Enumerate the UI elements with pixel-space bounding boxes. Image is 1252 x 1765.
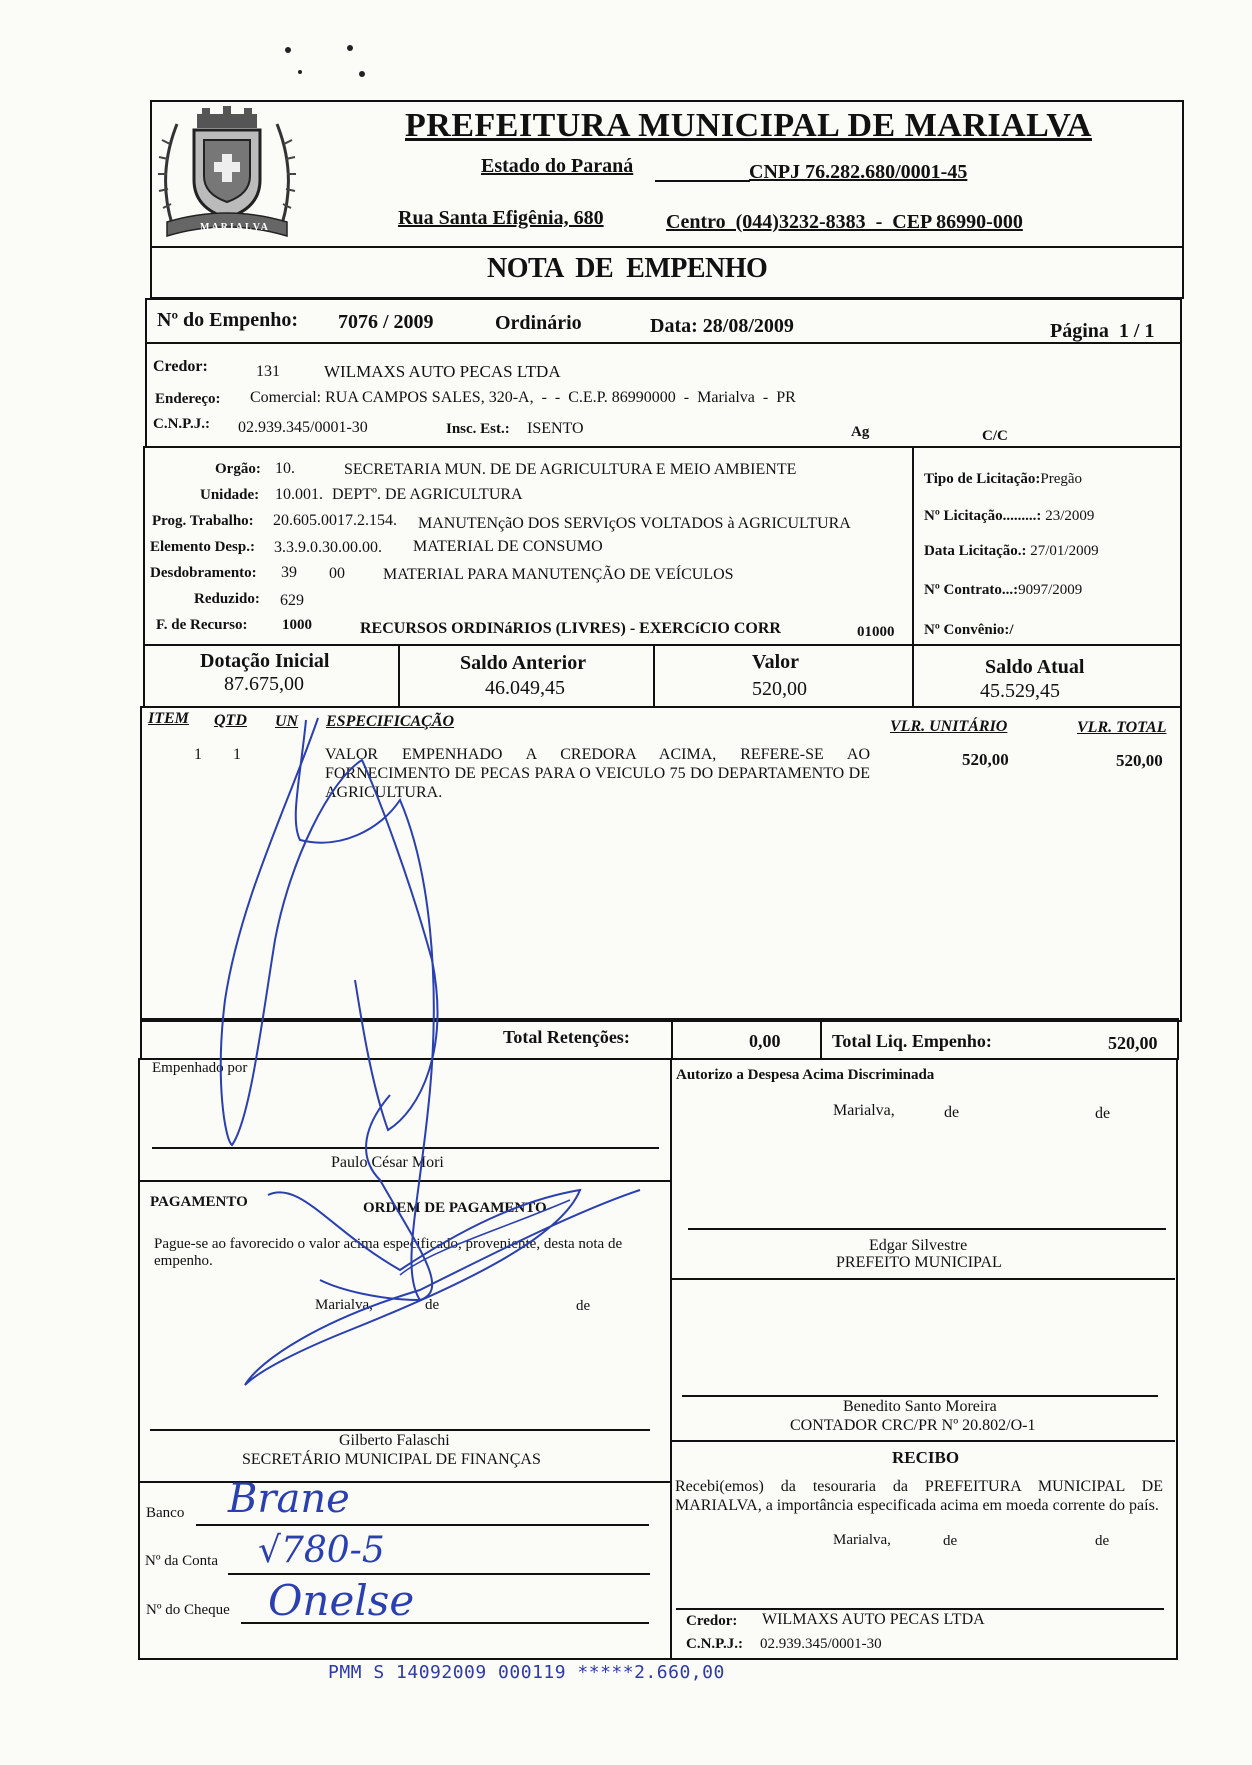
elemento-code: 3.3.9.0.30.00.00.	[274, 539, 382, 556]
item-unit-value: 520,00	[962, 750, 1009, 769]
handwritten-banco: Brane	[228, 1476, 350, 1522]
retencoes-div1	[671, 1018, 673, 1058]
secretario-name: Gilberto Falaschi	[339, 1432, 450, 1449]
state-underline-extend	[655, 180, 750, 182]
valor-label: Valor	[752, 651, 800, 673]
prog-trabalho-label: Prog. Trabalho:	[152, 513, 254, 529]
handwritten-conta: √780-5	[258, 1530, 385, 1571]
saldo-anterior-value: 46.049,45	[485, 677, 565, 699]
district-phone-cep: Centro (044)3232-8383 - CEP 86990-000	[666, 211, 1023, 233]
empenho-date: Data: 28/08/2009	[650, 315, 794, 337]
address-label: Endereço:	[155, 391, 221, 407]
empenhado-por-label: Empenhado por	[152, 1060, 248, 1076]
unidade-label: Unidade:	[200, 487, 260, 503]
totals-div2	[653, 644, 655, 706]
recibo-hline	[671, 1440, 1175, 1442]
desdobramento-label: Desdobramento:	[150, 565, 257, 581]
col-vlr-unitario: VLR. UNITÁRIO	[890, 718, 1008, 735]
autorizo-de1: de	[944, 1104, 960, 1121]
saldo-atual-label: Saldo Atual	[985, 656, 1085, 678]
orgao-desc: SECRETARIA MUN. DE DE AGRICULTURA E MEIO AMBIENTE	[344, 461, 797, 478]
desdobramento-code2: 00	[329, 565, 345, 582]
crest-ribbon-text: MARIALVA	[200, 222, 270, 233]
valor-value: 520,00	[752, 678, 807, 700]
secretario-sig-line	[150, 1429, 650, 1431]
pagamento-de2: de	[576, 1298, 591, 1314]
recurso-label: F. de Recurso:	[156, 617, 248, 633]
total-retencoes-label: Total Retenções:	[503, 1027, 630, 1047]
licitacao-number-label: Nº Licitação.........:	[924, 508, 1042, 524]
empenhado-name: Paulo César Mori	[331, 1154, 444, 1171]
prefeito-role: PREFEITO MUNICIPAL	[836, 1254, 1002, 1271]
banco-line	[196, 1524, 649, 1526]
street-address: Rua Santa Efigênia, 680	[398, 207, 604, 229]
recibo-cnpj-value: 02.939.345/0001-30	[760, 1636, 882, 1652]
credor-name: WILMAXS AUTO PECAS LTDA	[324, 362, 561, 381]
licitacao-number-value: 23/2009	[1045, 508, 1095, 524]
address-value: Comercial: RUA CAMPOS SALES, 320-A, - - C.E.P. 86990000 - Marialva - PR	[250, 389, 796, 406]
budget-vdivider	[912, 446, 914, 644]
empenho-number: 7076 / 2009	[338, 311, 434, 333]
recibo-marialva: Marialva,	[833, 1532, 891, 1548]
signature-vdivider	[670, 1058, 672, 1658]
prefeito-name: Edgar Silvestre	[869, 1237, 968, 1254]
pagamento-title: PAGAMENTO	[150, 1194, 248, 1210]
account-label: C/C	[982, 428, 1008, 444]
contador-hline	[671, 1278, 1175, 1280]
licitacao-date-value: 27/01/2009	[1030, 543, 1099, 559]
handwritten-cheque: Onelse	[268, 1576, 415, 1625]
banco-label: Banco	[146, 1505, 185, 1521]
col-un: UN	[275, 713, 299, 730]
item-total-value: 520,00	[1116, 751, 1163, 770]
contrato-label: Nº Contrato...:	[924, 582, 1019, 598]
conta-label: Nº da Conta	[145, 1553, 218, 1569]
empenho-number-label: Nº do Empenho:	[157, 309, 299, 331]
dotacao-inicial-value: 87.675,00	[224, 673, 304, 695]
tipo-licitacao-value: Pregão	[1040, 471, 1083, 487]
item-number: 1	[194, 746, 202, 763]
header-divider	[150, 246, 1182, 248]
col-item: ITEM	[148, 710, 189, 727]
secretario-role: SECRETÁRIO MUNICIPAL DE FINANÇAS	[242, 1451, 541, 1468]
recibo-de1: de	[943, 1533, 958, 1549]
total-liq-value: 520,00	[1108, 1033, 1158, 1053]
tipo-licitacao-label-text: Tipo de Licitação:	[924, 471, 1041, 487]
col-especificacao: ESPECIFICAÇÃO	[326, 713, 455, 730]
pagamento-hline	[140, 1180, 671, 1182]
recibo-credor-value: WILMAXS AUTO PECAS LTDA	[762, 1611, 985, 1628]
total-retencoes-value: 0,00	[749, 1031, 781, 1051]
recurso-code2: 01000	[857, 624, 895, 640]
recibo-text: Recebi(emos) da tesouraria da PREFEITURA MUNICIPAL DE MARIALVA, a importância especificada acima em moeda corrente do país.	[675, 1478, 1163, 1514]
contador-name: Benedito Santo Moreira	[843, 1398, 997, 1415]
ordem-pagamento-title: ORDEM DE PAGAMENTO	[363, 1200, 547, 1216]
licitacao-date	[924, 543, 1099, 560]
conta-line	[228, 1573, 650, 1575]
item-description: VALOR EMPENHADO A CREDORA ACIMA, REFERE-SE AO FORNECIMENTO DE PECAS PARA O VEICULO 75 DO DEPARTAMENTO DE AGRICULTURA.	[325, 746, 870, 801]
retencoes-frame	[140, 1018, 1179, 1060]
agency-label: Ag	[851, 424, 870, 440]
elemento-desc: MATERIAL DE CONSUMO	[413, 538, 603, 555]
dotacao-inicial-label: Dotação Inicial	[200, 650, 330, 672]
credor-cnpj-label: C.N.P.J.:	[153, 416, 210, 432]
autorizo-text: Autorizo a Despesa Acima Discriminada	[676, 1067, 935, 1083]
prog-trabalho-code: 20.605.0017.2.154.	[273, 512, 397, 529]
autorizo-marialva: Marialva,	[833, 1102, 895, 1119]
unidade-code: 10.001.	[275, 486, 323, 503]
document-title: NOTA DE EMPENHO	[487, 253, 768, 284]
totals-div1	[398, 644, 400, 706]
pague-se-text: Pague-se ao favorecido o valor acima especificado, proveniente, desta nota de empenho.	[154, 1236, 623, 1269]
total-liq-label: Total Liq. Empenho:	[832, 1031, 992, 1051]
recibo-cnpj-label: C.N.P.J.:	[686, 1636, 743, 1652]
recibo-de2: de	[1095, 1533, 1110, 1549]
state-name: Estado do Paraná	[481, 155, 634, 177]
empenhado-sig-line	[152, 1147, 659, 1149]
contrato	[924, 582, 1082, 599]
reduzido-label: Reduzido:	[194, 591, 260, 607]
reduzido-value: 629	[280, 592, 304, 609]
saldo-atual-value: 45.529,45	[980, 680, 1060, 702]
desdobramento-desc: MATERIAL PARA MANUTENÇÃO DE VEÍCULOS	[383, 566, 734, 583]
pagamento-marialva: Marialva,	[315, 1297, 373, 1313]
licitacao-number	[924, 508, 1094, 525]
col-qtd: QTD	[214, 712, 247, 729]
municipality-title: PREFEITURA MUNICIPAL DE MARIALVA	[405, 107, 1092, 144]
desdobramento-code1: 39	[281, 564, 297, 581]
pagamento-de1: de	[425, 1297, 440, 1313]
recibo-credor-label: Credor:	[686, 1613, 738, 1629]
saldo-anterior-label: Saldo Anterior	[460, 652, 587, 674]
prog-trabalho-desc: MANUTENçãO DOS SERVIçOS VOLTADOS à AGRICULTURA	[418, 515, 851, 532]
municipal-crest-logo	[152, 104, 302, 242]
prefeito-sig-line	[688, 1228, 1166, 1230]
autorizo-de2: de	[1095, 1105, 1111, 1122]
unidade-desc: DEPTº. DE AGRICULTURA	[332, 486, 523, 503]
tipo-licitacao-label	[924, 471, 1082, 488]
item-qty: 1	[233, 746, 241, 763]
elemento-label: Elemento Desp.:	[150, 539, 255, 555]
cnpj-header: CNPJ 76.282.680/0001-45	[749, 161, 968, 183]
orgao-code: 10.	[275, 460, 295, 477]
contador-role: CONTADOR CRC/PR Nº 20.802/O-1	[790, 1417, 1036, 1434]
credor-cnpj-value: 02.939.345/0001-30	[238, 419, 368, 436]
cheque-label: Nº do Cheque	[146, 1602, 230, 1618]
recurso-desc: RECURSOS ORDINáRIOS (LIVRES) - EXERCíCIO CORR	[360, 620, 781, 637]
recibo-sig-line	[676, 1608, 1164, 1610]
totals-div3	[912, 644, 914, 706]
insc-est-label: Insc. Est.:	[446, 421, 510, 437]
licitacao-date-label: Data Licitação.:	[924, 543, 1027, 559]
page-number: Página 1 / 1	[1050, 320, 1155, 342]
recurso-code: 1000	[282, 617, 312, 633]
retencoes-div2	[820, 1018, 822, 1058]
col-vlr-total: VLR. TOTAL	[1077, 719, 1167, 736]
credor-label: Credor:	[153, 358, 208, 375]
banco-hline	[140, 1481, 671, 1483]
empenho-type: Ordinário	[495, 312, 582, 334]
payment-stamp: PMM S 14092009 000119 *****2.660,00	[328, 1662, 725, 1683]
credor-code: 131	[256, 363, 280, 380]
insc-est-value: ISENTO	[527, 420, 584, 437]
orgao-label: Orgão:	[215, 461, 261, 477]
contador-sig-line	[682, 1395, 1158, 1397]
recibo-title: RECIBO	[892, 1448, 960, 1467]
contrato-value: 9097/2009	[1018, 582, 1083, 598]
convenio-label: Nº Convênio:/	[924, 622, 1014, 638]
